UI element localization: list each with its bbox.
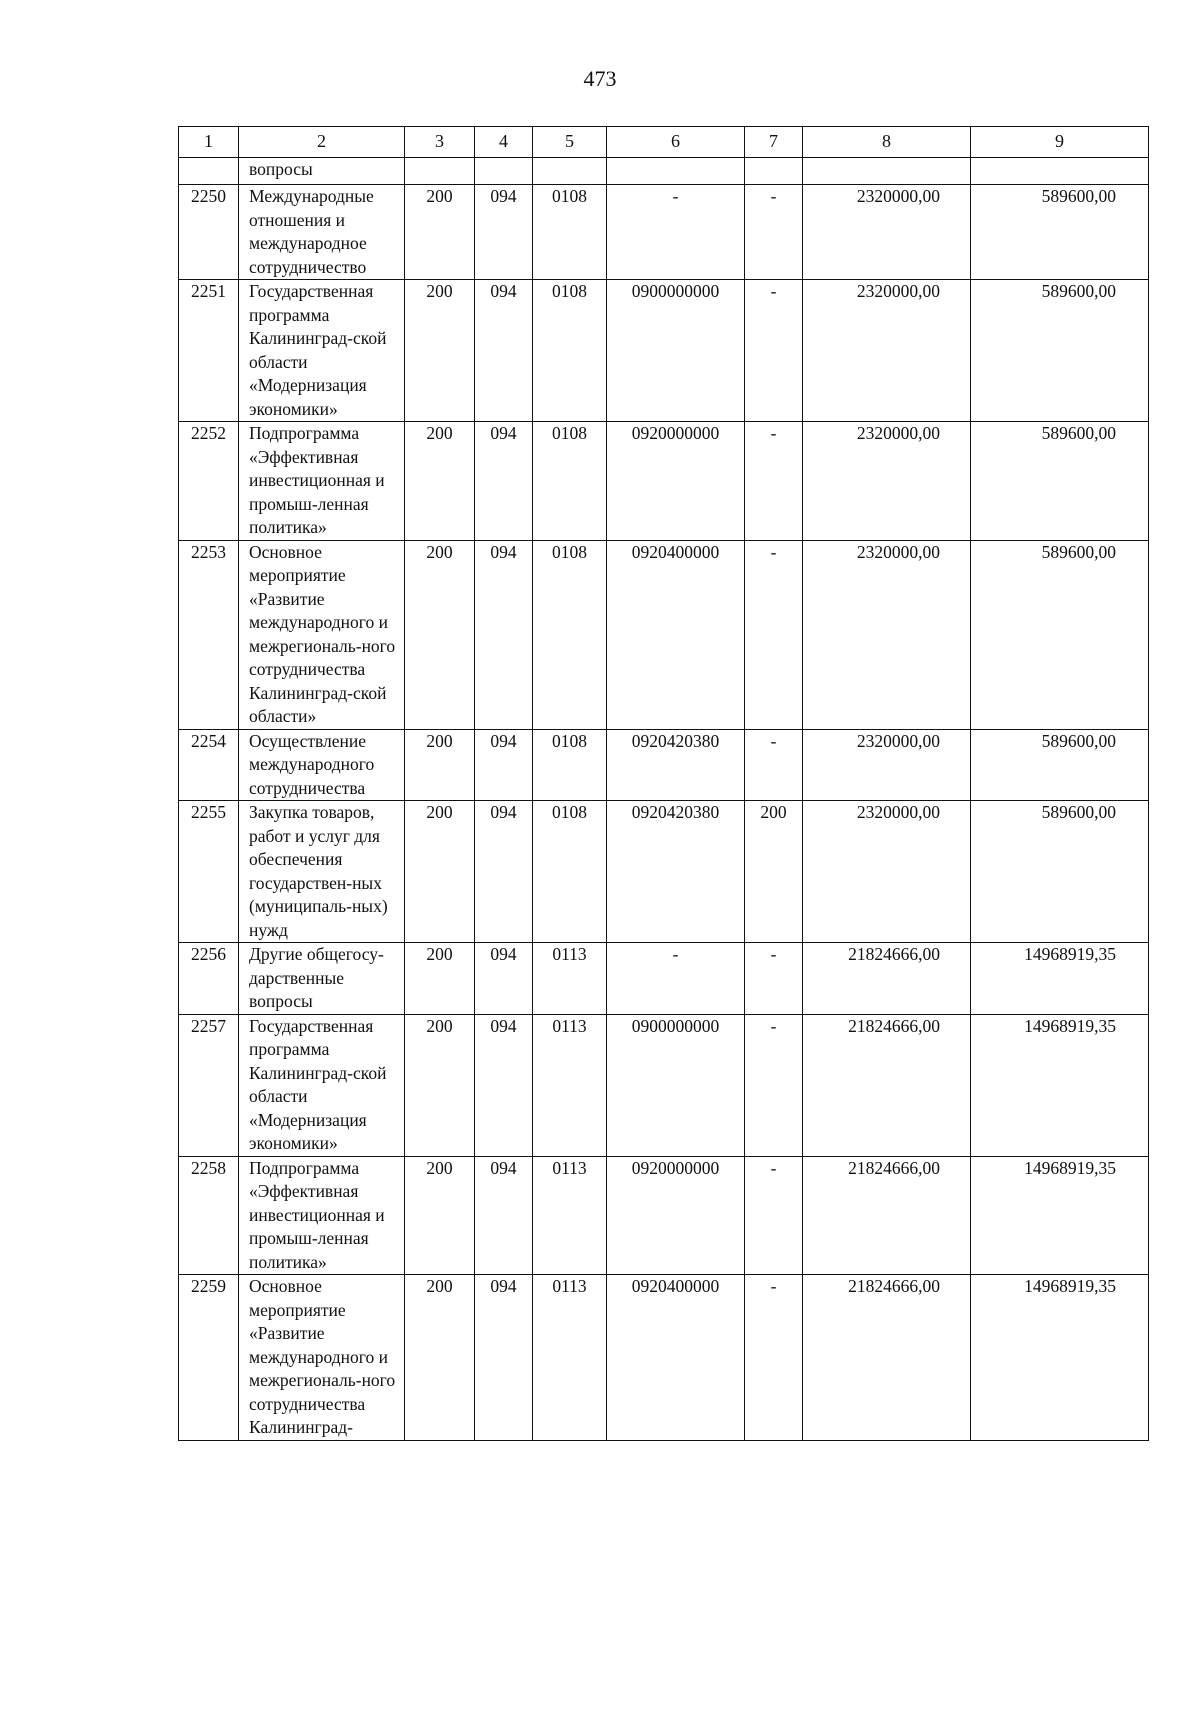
cell-code-4: 094 xyxy=(475,422,533,541)
cell-code-7: - xyxy=(745,1275,803,1441)
table-row xyxy=(179,540,1149,729)
cell-code-3: 200 xyxy=(405,185,475,280)
cell-amount-9: 589600,00 xyxy=(971,280,1149,422)
continuation-row xyxy=(179,158,1149,185)
cell-row-number: 2251 xyxy=(179,280,239,422)
cell-amount-8: 21824666,00 xyxy=(803,1275,971,1441)
cell-amount-8: 2320000,00 xyxy=(803,729,971,801)
cell-name: Международные отношения и международное сотрудничество xyxy=(239,185,405,280)
cell-code-6: 0920420380 xyxy=(607,801,745,943)
cell-code-7: 200 xyxy=(745,801,803,943)
cell-code-5: 0108 xyxy=(533,801,607,943)
cell-amount-9: 14968919,35 xyxy=(971,1014,1149,1156)
cell-code-3: 200 xyxy=(405,1275,475,1441)
cell-name: Подпрограмма «Эффективная инвестиционная и промыш-ленная политика» xyxy=(239,422,405,541)
cell-code-4: 094 xyxy=(475,1275,533,1441)
cell-amount-8: 2320000,00 xyxy=(803,540,971,729)
cell-code-6: 0920000000 xyxy=(607,422,745,541)
table-row xyxy=(179,422,1149,541)
cell-empty xyxy=(745,158,803,185)
page-number: 473 xyxy=(583,66,617,91)
header-cell: 3 xyxy=(405,127,475,158)
cell-code-7: - xyxy=(745,1156,803,1275)
cell-row-number: 2250 xyxy=(179,185,239,280)
cell-code-6: 0920000000 xyxy=(607,1156,745,1275)
cell-code-4: 094 xyxy=(475,280,533,422)
cell-code-7: - xyxy=(745,185,803,280)
cell-code-7: - xyxy=(745,280,803,422)
cell-code-6: - xyxy=(607,943,745,1015)
cell-amount-9: 14968919,35 xyxy=(971,1275,1149,1441)
cell-name: Другие общегосу-дарственные вопросы xyxy=(239,943,405,1015)
cell-empty xyxy=(533,158,607,185)
table-row xyxy=(179,1014,1149,1156)
cell-row-number: 2257 xyxy=(179,1014,239,1156)
cell-code-5: 0108 xyxy=(533,422,607,541)
cell-amount-8: 2320000,00 xyxy=(803,422,971,541)
cell-row-number: 2254 xyxy=(179,729,239,801)
cell-amount-9: 589600,00 xyxy=(971,185,1149,280)
cell-amount-8: 21824666,00 xyxy=(803,1014,971,1156)
cell-code-7: - xyxy=(745,540,803,729)
cell-name: Государственная программа Калининград-ской области «Модернизация экономики» xyxy=(239,1014,405,1156)
cell-amount-9: 589600,00 xyxy=(971,729,1149,801)
cell-code-7: - xyxy=(745,943,803,1015)
cell-amount-8: 2320000,00 xyxy=(803,801,971,943)
table-row xyxy=(179,1156,1149,1275)
cell-code-6: 0920400000 xyxy=(607,1275,745,1441)
cell-code-4: 094 xyxy=(475,1014,533,1156)
cell-code-3: 200 xyxy=(405,943,475,1015)
cell-name: Основное мероприятие «Развитие международного и межрегиональ-ного сотрудничества Калининград-ской области» xyxy=(239,540,405,729)
cell-empty xyxy=(971,158,1149,185)
cell-amount-9: 14968919,35 xyxy=(971,1156,1149,1275)
cell-code-6: 0900000000 xyxy=(607,280,745,422)
cell-code-5: 0113 xyxy=(533,1275,607,1441)
cell-row-number: 2256 xyxy=(179,943,239,1015)
table-row xyxy=(179,1275,1149,1441)
budget-table xyxy=(178,126,1149,1441)
header-cell: 6 xyxy=(607,127,745,158)
cell-amount-9: 589600,00 xyxy=(971,801,1149,943)
cell-amount-9: 589600,00 xyxy=(971,540,1149,729)
cell-code-4: 094 xyxy=(475,943,533,1015)
cell-code-3: 200 xyxy=(405,729,475,801)
header-cell: 1 xyxy=(179,127,239,158)
cell-code-4: 094 xyxy=(475,1156,533,1275)
cell-code-3: 200 xyxy=(405,540,475,729)
cell-row-number: 2252 xyxy=(179,422,239,541)
cell-code-5: 0108 xyxy=(533,729,607,801)
cell-code-6: 0920400000 xyxy=(607,540,745,729)
cell-code-4: 094 xyxy=(475,185,533,280)
cell-name: вопросы xyxy=(239,158,405,185)
header-cell: 9 xyxy=(971,127,1149,158)
cell-amount-9: 589600,00 xyxy=(971,422,1149,541)
table-row xyxy=(179,280,1149,422)
cell-code-5: 0113 xyxy=(533,943,607,1015)
cell-name: Закупка товаров, работ и услуг для обеспечения государствен-ных (муниципаль-ных) нужд xyxy=(239,801,405,943)
cell-code-4: 094 xyxy=(475,540,533,729)
cell-amount-9: 14968919,35 xyxy=(971,943,1149,1015)
cell-amount-8: 2320000,00 xyxy=(803,280,971,422)
cell-empty xyxy=(405,158,475,185)
cell-code-3: 200 xyxy=(405,280,475,422)
cell-code-6: - xyxy=(607,185,745,280)
cell-row-number: 2259 xyxy=(179,1275,239,1441)
header-cell: 5 xyxy=(533,127,607,158)
cell-empty xyxy=(607,158,745,185)
cell-amount-8: 2320000,00 xyxy=(803,185,971,280)
cell-code-6: 0900000000 xyxy=(607,1014,745,1156)
cell-code-7: - xyxy=(745,729,803,801)
cell-code-7: - xyxy=(745,1014,803,1156)
table-row xyxy=(179,729,1149,801)
table-row xyxy=(179,185,1149,280)
cell-code-5: 0113 xyxy=(533,1014,607,1156)
cell-code-4: 094 xyxy=(475,729,533,801)
cell-empty xyxy=(475,158,533,185)
table-row xyxy=(179,801,1149,943)
cell-amount-8: 21824666,00 xyxy=(803,1156,971,1275)
header-cell: 8 xyxy=(803,127,971,158)
header-cell: 2 xyxy=(239,127,405,158)
cell-code-7: - xyxy=(745,422,803,541)
cell-amount-8: 21824666,00 xyxy=(803,943,971,1015)
header-cell: 7 xyxy=(745,127,803,158)
cell-code-3: 200 xyxy=(405,1014,475,1156)
cell-code-5: 0108 xyxy=(533,280,607,422)
cell-code-5: 0108 xyxy=(533,540,607,729)
cell-name: Государственная программа Калининград-ской области «Модернизация экономики» xyxy=(239,280,405,422)
header-cell: 4 xyxy=(475,127,533,158)
cell-empty xyxy=(179,158,239,185)
cell-row-number: 2253 xyxy=(179,540,239,729)
cell-name: Осуществление международного сотрудничества xyxy=(239,729,405,801)
header-row xyxy=(179,127,1149,158)
table-row xyxy=(179,943,1149,1015)
cell-name: Основное мероприятие «Развитие международного и межрегиональ-ного сотрудничества Калининград- xyxy=(239,1275,405,1441)
cell-row-number: 2258 xyxy=(179,1156,239,1275)
cell-code-4: 094 xyxy=(475,801,533,943)
cell-code-3: 200 xyxy=(405,1156,475,1275)
cell-code-6: 0920420380 xyxy=(607,729,745,801)
cell-code-5: 0108 xyxy=(533,185,607,280)
cell-code-3: 200 xyxy=(405,422,475,541)
cell-name: Подпрограмма «Эффективная инвестиционная и промыш-ленная политика» xyxy=(239,1156,405,1275)
cell-code-3: 200 xyxy=(405,801,475,943)
cell-code-5: 0113 xyxy=(533,1156,607,1275)
cell-empty xyxy=(803,158,971,185)
cell-row-number: 2255 xyxy=(179,801,239,943)
